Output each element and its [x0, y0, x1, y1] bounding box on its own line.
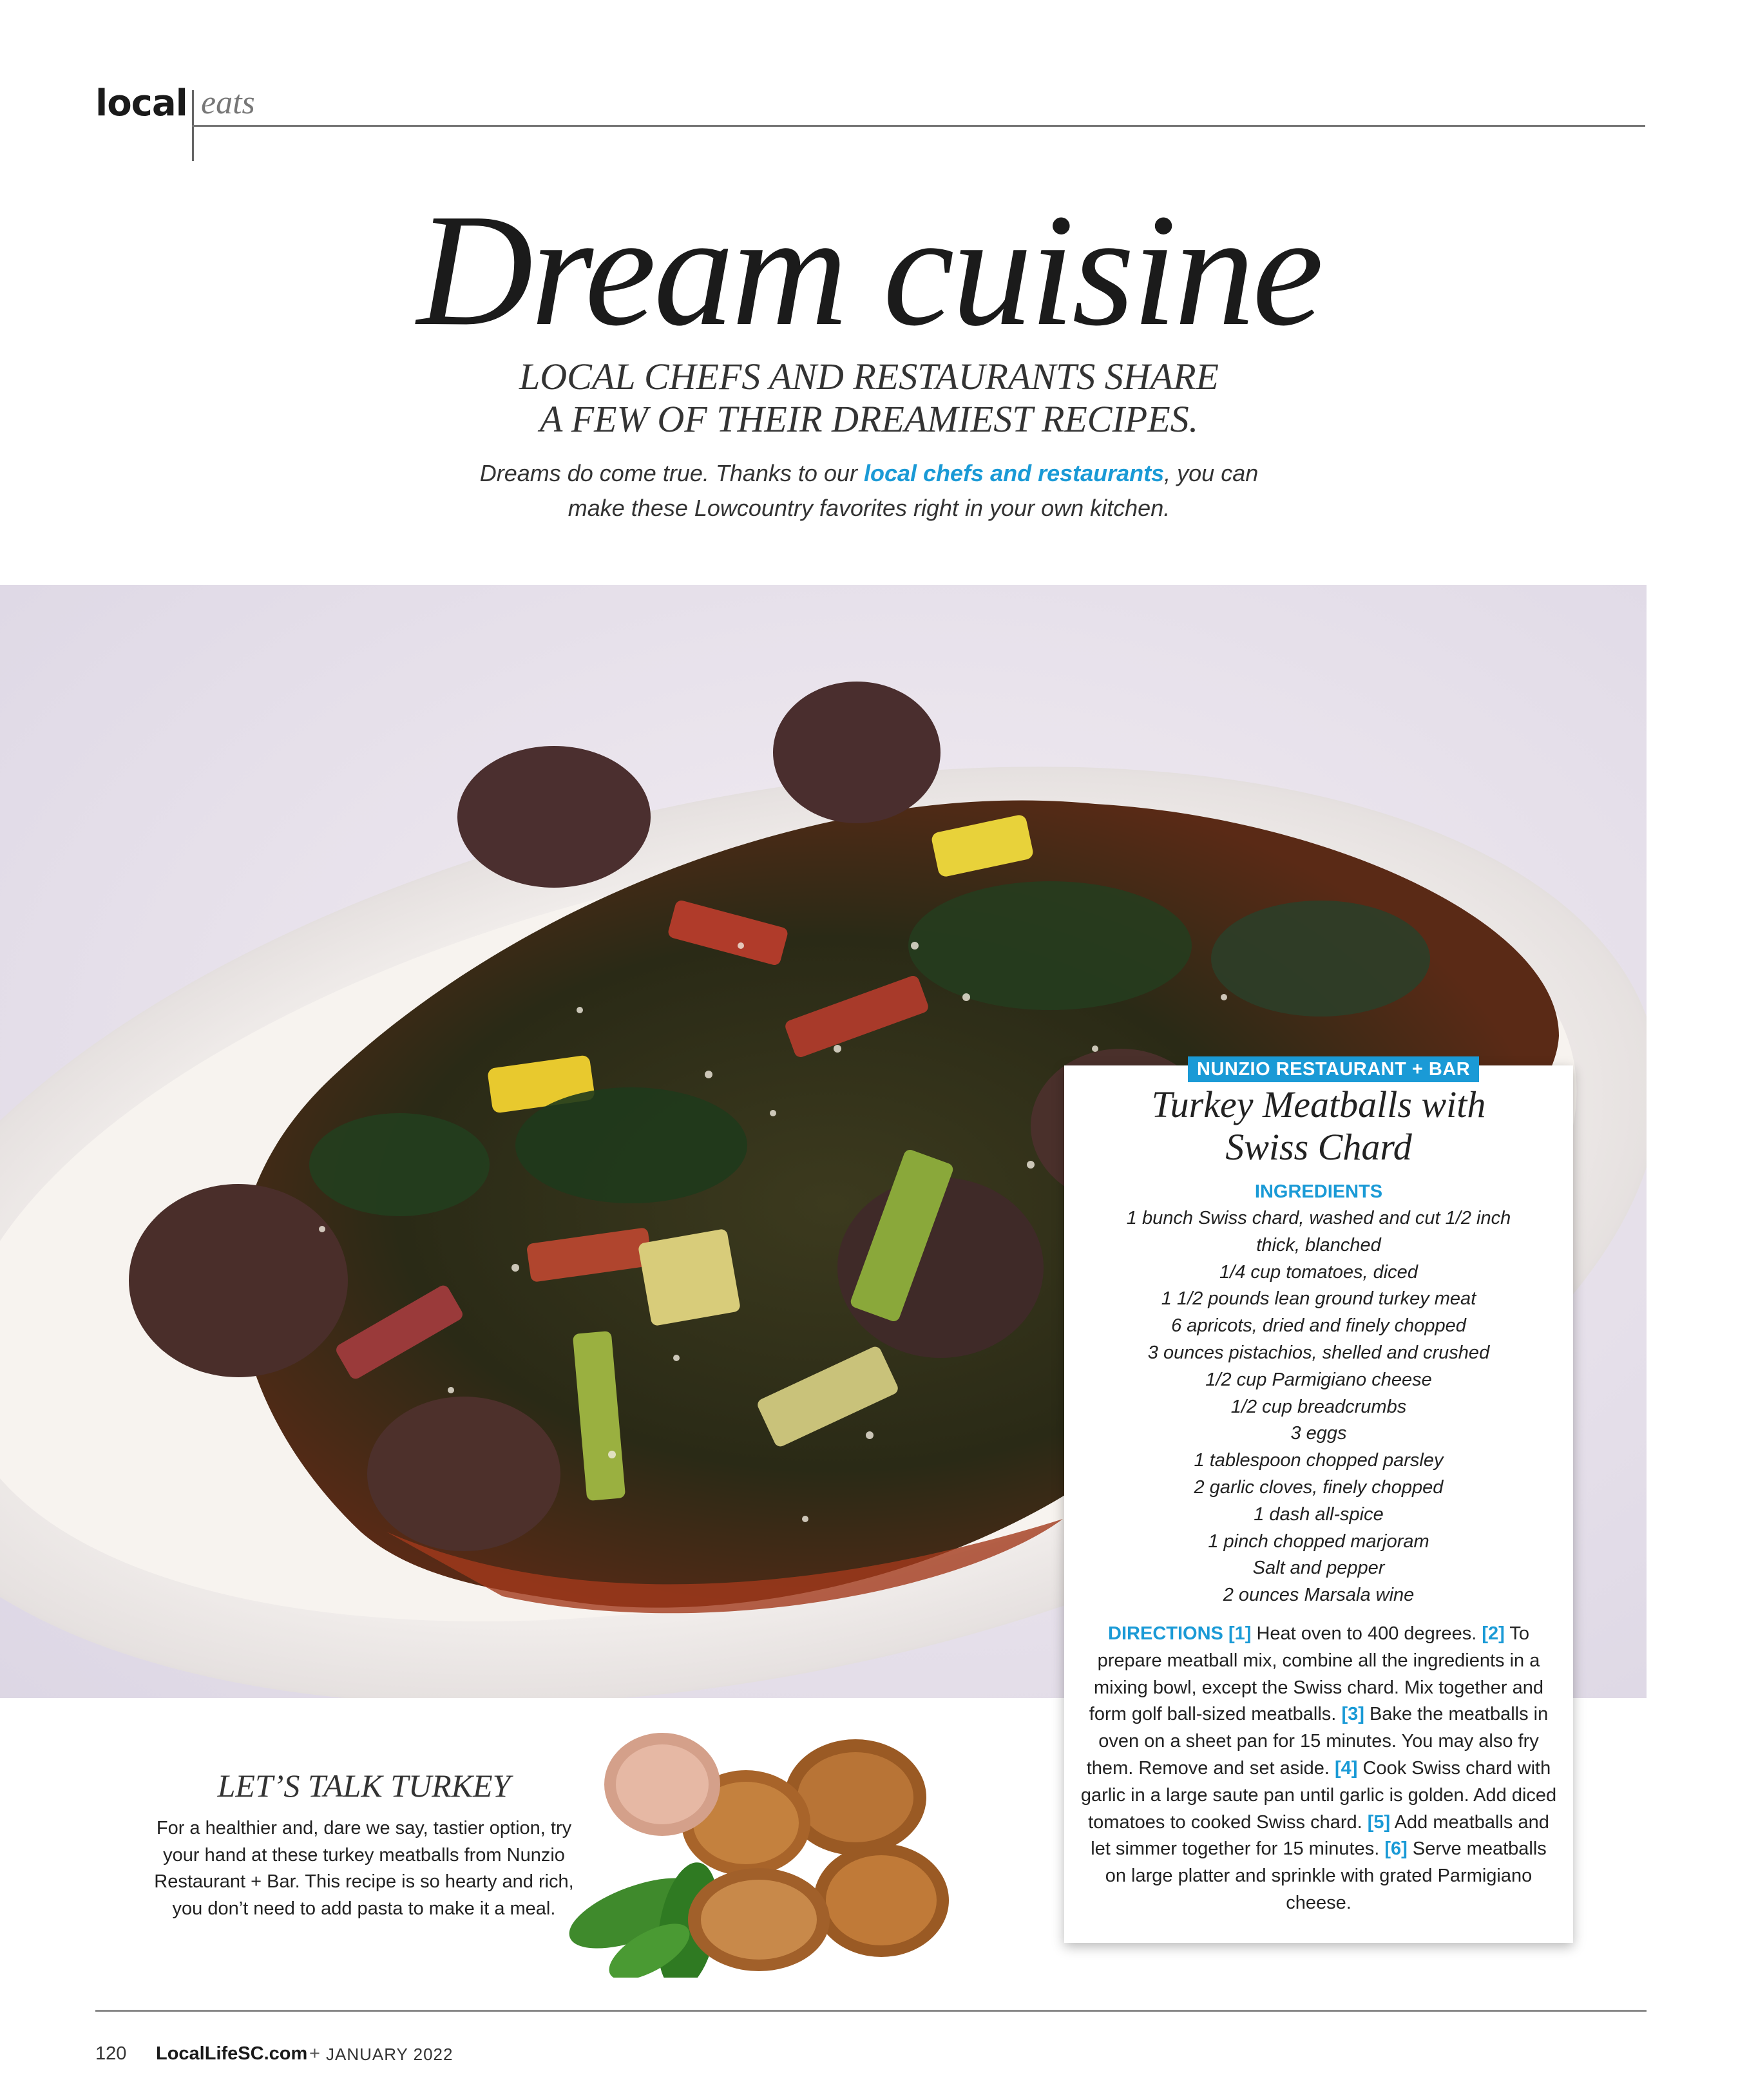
intro-line-2: make these Lowcountry favorites right in your own kitchen.: [568, 495, 1170, 521]
ingredients-list: [1077, 1205, 1560, 1609]
ingredient-item: 1/2 cup breadcrumbs: [1230, 1396, 1407, 1417]
footer-rule: [95, 2010, 1647, 2012]
step-number: [4]: [1335, 1757, 1358, 1779]
header-rule: [192, 125, 1645, 127]
deck-line-2: A FEW OF THEIR DREAMIEST RECIPES.: [539, 398, 1199, 440]
step-number: [5]: [1367, 1811, 1391, 1833]
issue-date: JANUARY 2022: [326, 2045, 454, 2064]
deck-line-1: LOCAL CHEFS AND RESTAURANTS SHARE: [519, 356, 1219, 397]
ingredient-item: 6 apricots, dried and finely chopped: [1171, 1315, 1466, 1337]
patty: [797, 1752, 913, 1842]
ingredient-item: 1 1/2 pounds lean ground turkey meat: [1161, 1288, 1476, 1310]
step-number: [1]: [1228, 1623, 1252, 1644]
page-title: Dream cuisine: [417, 181, 1321, 359]
sidebar-body: For a healthier and, dare we say, tastier option, try your hand at these turkey meatballs from Nunzio Restaurant + Bar. This recipe is so hearty and rich, you don’t need to add pasta to make it a meal.: [154, 1818, 574, 1919]
section-brand-local: local: [95, 82, 187, 124]
directions: [1080, 1621, 1558, 1917]
ingredients-heading: INGREDIENTS: [1254, 1181, 1383, 1202]
patty: [701, 1880, 817, 1960]
ingredient-item: 1 bunch Swiss chard, washed and cut 1/2 inch: [1126, 1208, 1511, 1228]
sidebar-heading: LET’S TALK TURKEY: [217, 1768, 511, 1804]
deck: [0, 356, 1738, 441]
recipe-title-line-1: Turkey Meatballs with: [1151, 1083, 1486, 1125]
recipe-title: [1064, 1083, 1573, 1169]
step-number: [6]: [1384, 1838, 1408, 1860]
section-category: eats: [201, 84, 255, 121]
recipe-title-line-2: Swiss Chard: [1225, 1126, 1412, 1168]
ingredient-item: 2 garlic cloves, finely chopped: [1194, 1476, 1444, 1498]
ingredient-item: 3 eggs: [1290, 1423, 1347, 1444]
ingredient-item: Salt and pepper: [1252, 1558, 1385, 1579]
step-text: Bake the meatballs in oven on a sheet pan for 15 minutes. You may also fry them. Remove and set aside.: [1086, 1704, 1549, 1779]
ingredient-item: 1 tablespoon chopped parsley: [1194, 1450, 1444, 1471]
page-number: 120: [95, 2043, 127, 2064]
turkey-patties-photo: [553, 1726, 952, 1978]
intro-before: Dreams do come true. Thanks to our: [479, 460, 864, 486]
ingredient-item: 1 dash all-spice: [1254, 1503, 1384, 1525]
patty-cut: [616, 1744, 709, 1824]
step-number: [2]: [1482, 1623, 1505, 1644]
ingredient-item: 2 ounces Marsala wine: [1223, 1585, 1415, 1606]
patties-illustration: [553, 1726, 952, 1978]
step-text: Heat oven to 400 degrees.: [1256, 1623, 1477, 1644]
directions-heading: DIRECTIONS: [1108, 1623, 1223, 1644]
ingredient-item: 1/4 cup tomatoes, diced: [1219, 1261, 1418, 1283]
ingredient-item: 3 ounces pistachios, shelled and crushed: [1147, 1342, 1490, 1363]
restaurant-tag: NUNZIO RESTAURANT + BAR: [1188, 1056, 1479, 1082]
ingredient-item: 1/2 cup Parmigiano cheese: [1205, 1369, 1432, 1390]
intro-highlight-link[interactable]: local chefs and restaurants: [863, 460, 1165, 486]
step-text: Serve meatballs on large platter and sprinkle with grated Parmigiano cheese.: [1105, 1838, 1547, 1913]
footer-separator: +: [309, 2043, 320, 2064]
ingredient-item: thick, blanched: [1256, 1234, 1381, 1255]
ingredient-item: 1 pinch chopped marjoram: [1208, 1531, 1429, 1552]
footer-site-link[interactable]: LocalLifeSC.com: [156, 2043, 308, 2064]
step-number: [3]: [1341, 1704, 1364, 1725]
step-text: To prepare meatball mix, combine all the ingredients in a mixing bowl, except the Swiss chard. Mix together and form golf ball-sized meatballs.: [1089, 1623, 1543, 1725]
intro-text: [0, 456, 1738, 526]
intro-after: , you can: [1164, 460, 1259, 486]
step-text: Add meatballs and let simmer together for 15 minutes.: [1091, 1811, 1549, 1860]
step-text: Cook Swiss chard with garlic in a large saute pan until garlic is golden. Add diced tomatoes to cooked Swiss chard.: [1080, 1757, 1557, 1833]
intro-line-1: [0, 456, 1738, 491]
patty: [826, 1855, 937, 1945]
